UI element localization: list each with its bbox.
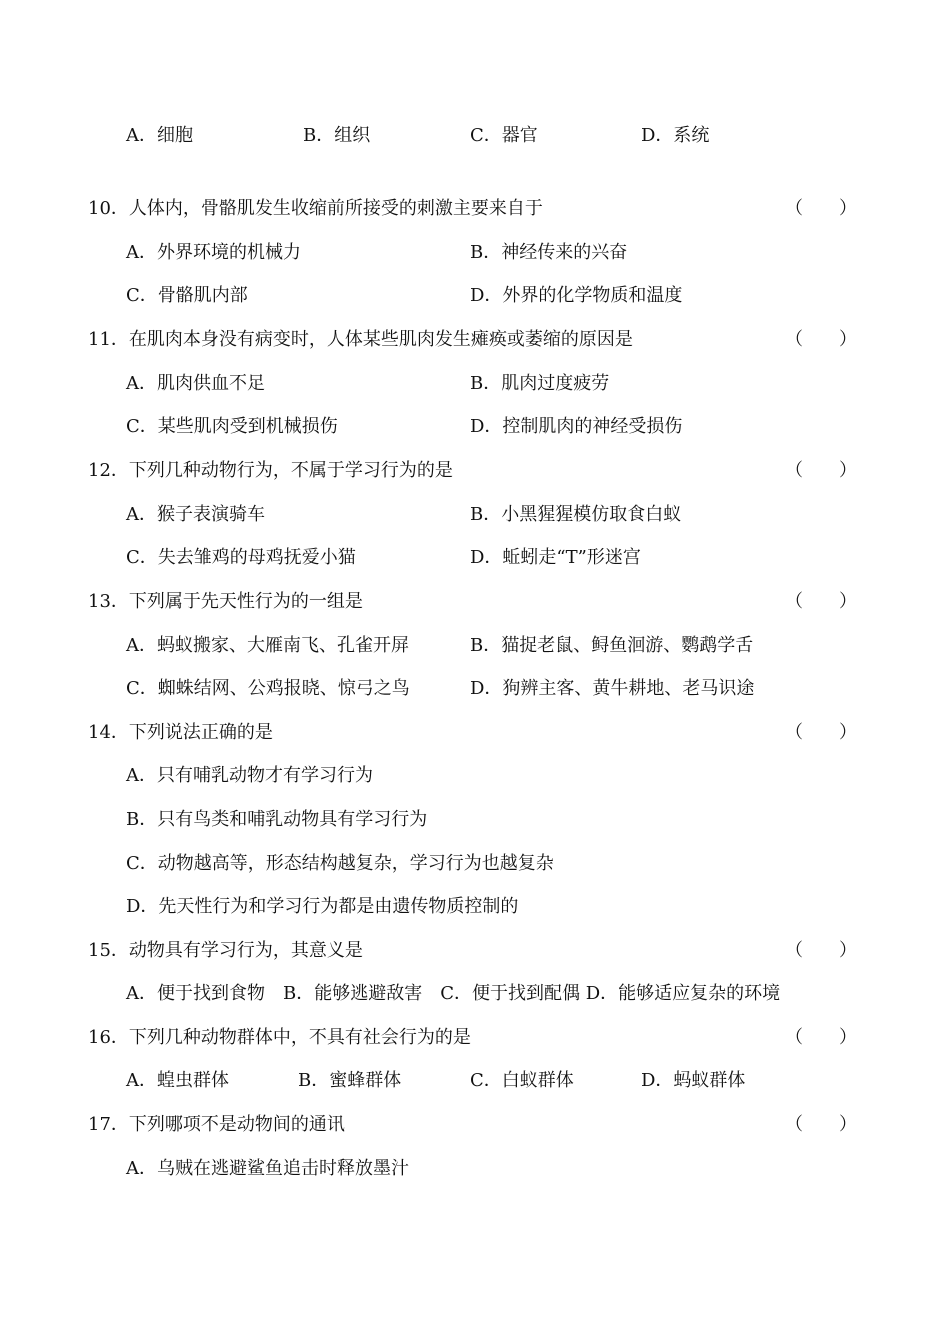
q11-option-a: A．肌肉供血不足: [126, 373, 265, 394]
q12-option-d: D．蚯蚓走“T”形迷宫: [470, 547, 641, 568]
q16-option-b: B．蜜蜂群体: [298, 1070, 402, 1091]
q11-answer-blank: （ ）: [785, 329, 857, 350]
q12-option-b: B．小黑猩猩模仿取食白蚁: [470, 504, 682, 525]
q14-option-d: D．先天性行为和学习行为都是由遗传物质控制的: [126, 896, 519, 917]
q14-option-a: A．只有哺乳动物才有学习行为: [126, 765, 373, 786]
q9-option-a: A．细胞: [126, 125, 193, 146]
q13-option-b: B．猫捉老鼠、鲟鱼洄游、鹦鹉学舌: [470, 635, 754, 656]
q16-option-a: A．蝗虫群体: [126, 1070, 229, 1091]
q14-answer-blank: （ ）: [785, 722, 857, 743]
q15-answer-blank: （ ）: [785, 940, 857, 961]
q13-option-d: D．狗辨主客、黄牛耕地、老马识途: [470, 678, 755, 699]
q13-answer-blank: （ ）: [785, 591, 857, 612]
q16-stem: 16．下列几种动物群体中，不具有社会行为的是: [88, 1027, 471, 1048]
q15-options: A．便于找到食物 B．能够逃避敌害 C．便于找到配偶 D．能够适应复杂的环境: [126, 983, 781, 1004]
q12-option-a: A．猴子表演骑车: [126, 504, 265, 525]
q17-option-a: A．乌贼在逃避鲨鱼追击时释放墨汁: [126, 1158, 409, 1179]
q11-option-c: C．某些肌肉受到机械损伤: [126, 416, 338, 437]
q14-option-c: C．动物越高等，形态结构越复杂，学习行为也越复杂: [126, 853, 554, 874]
q14-stem: 14．下列说法正确的是: [88, 722, 273, 743]
q10-answer-blank: （ ）: [785, 198, 857, 219]
q12-option-c: C．失去雏鸡的母鸡抚爱小猫: [126, 547, 356, 568]
q11-option-d: D．控制肌肉的神经受损伤: [470, 416, 683, 437]
q14-option-b: B．只有鸟类和哺乳动物具有学习行为: [126, 809, 428, 830]
q12-stem: 12．下列几种动物行为，不属于学习行为的是: [88, 460, 453, 481]
q12-answer-blank: （ ）: [785, 460, 857, 481]
q9-option-d: D．系统: [641, 125, 710, 146]
q11-option-b: B．肌肉过度疲劳: [470, 373, 610, 394]
q17-answer-blank: （ ）: [785, 1114, 857, 1135]
q16-answer-blank: （ ）: [785, 1027, 857, 1048]
q16-option-d: D．蚂蚁群体: [641, 1070, 746, 1091]
q10-option-a: A．外界环境的机械力: [126, 242, 301, 263]
q9-option-c: C．器官: [470, 125, 538, 146]
q11-stem: 11．在肌肉本身没有病变时，人体某些肌肉发生瘫痪或萎缩的原因是: [88, 329, 633, 350]
q17-stem: 17．下列哪项不是动物间的通讯: [88, 1114, 345, 1135]
q13-stem: 13．下列属于先天性行为的一组是: [88, 591, 363, 612]
q13-option-c: C．蜘蛛结网、公鸡报晓、惊弓之鸟: [126, 678, 410, 699]
q10-option-d: D．外界的化学物质和温度: [470, 285, 683, 306]
q10-stem: 10．人体内，骨骼肌发生收缩前所接受的刺激主要来自于: [88, 198, 543, 219]
q16-option-c: C．白蚁群体: [470, 1070, 574, 1091]
q10-option-b: B．神经传来的兴奋: [470, 242, 628, 263]
q10-option-c: C．骨骼肌内部: [126, 285, 248, 306]
q9-option-b: B．组织: [303, 125, 371, 146]
q13-option-a: A．蚂蚁搬家、大雁南飞、孔雀开屏: [126, 635, 409, 656]
q15-stem: 15．动物具有学习行为，其意义是: [88, 940, 363, 961]
